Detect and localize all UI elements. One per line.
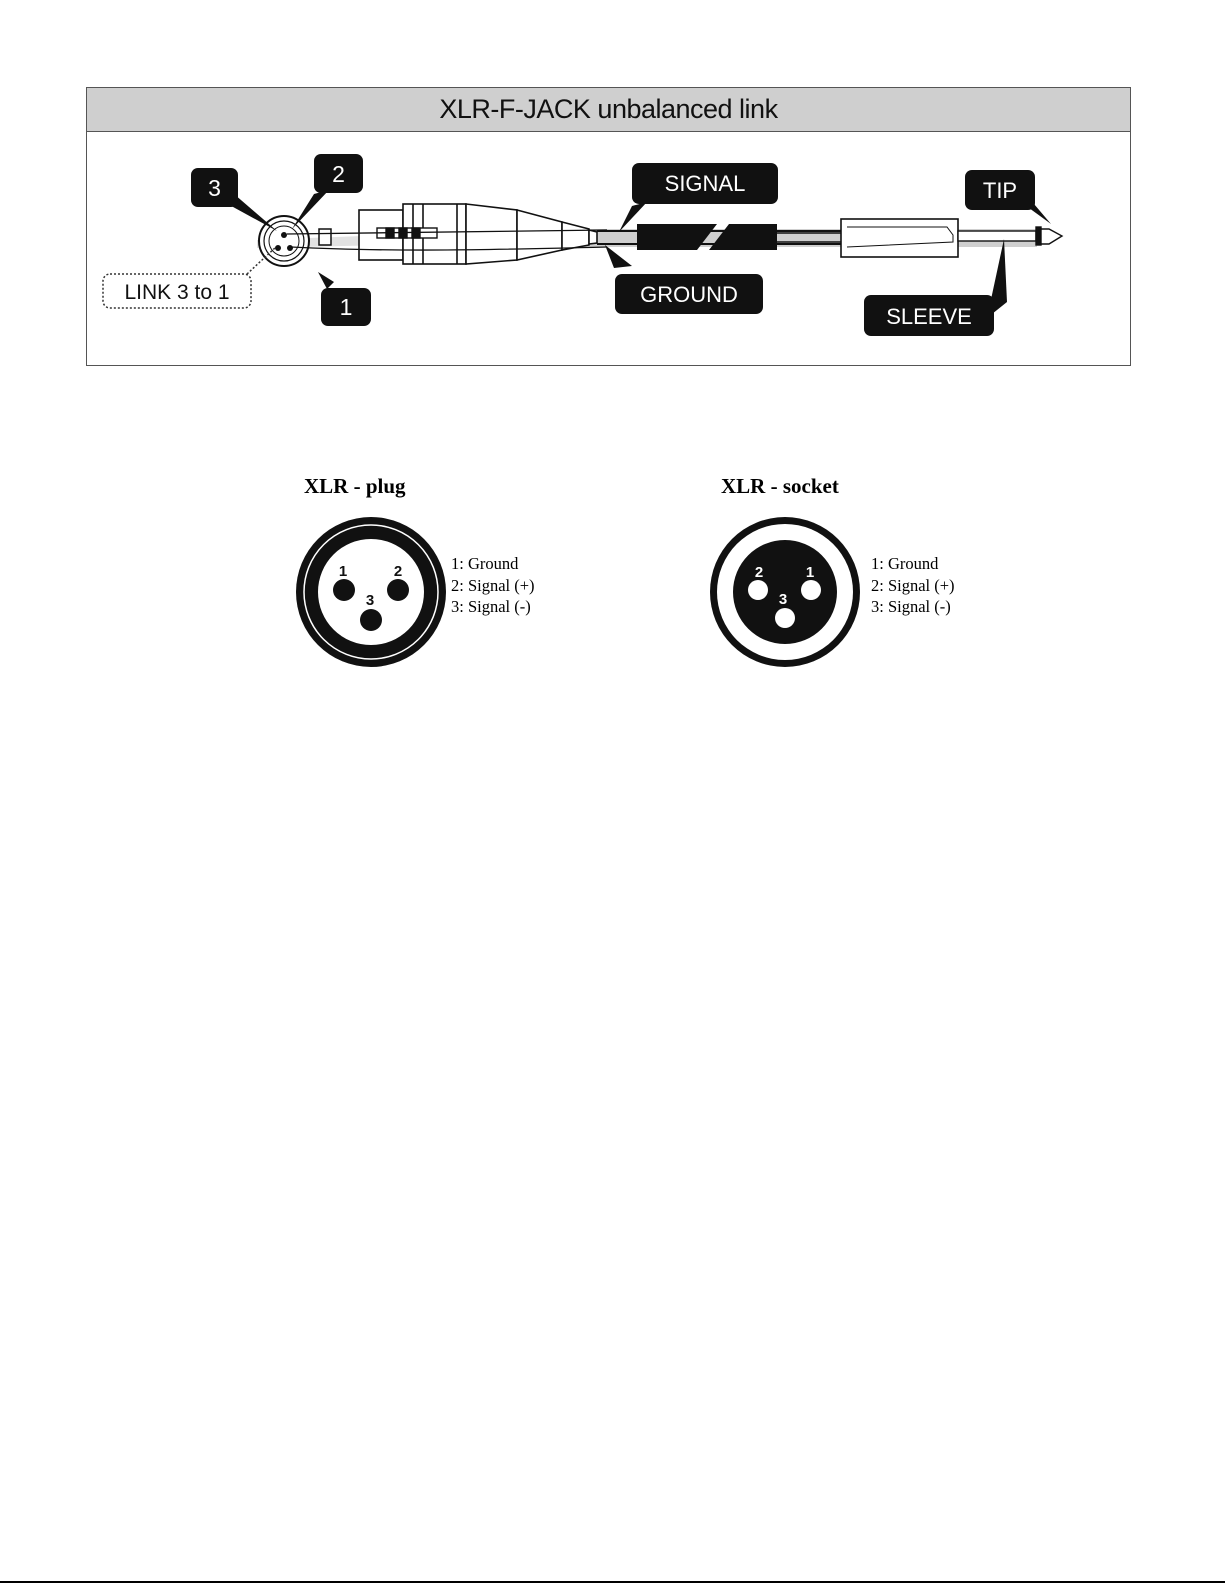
svg-text:SLEEVE: SLEEVE bbox=[886, 304, 972, 329]
plug-legend-item: 2: Signal (+) bbox=[451, 575, 535, 595]
socket-pin-label-2: 2 bbox=[754, 564, 764, 581]
plug-pin-label-2: 2 bbox=[393, 563, 403, 580]
xlr-socket-panel bbox=[710, 474, 990, 674]
diagram-title: XLR-F-JACK unbalanced link bbox=[87, 88, 1130, 132]
svg-text:GROUND: GROUND bbox=[640, 282, 738, 307]
xlr-plug-panel bbox=[296, 474, 576, 674]
callout-link bbox=[103, 274, 251, 308]
xlr-plug-title: XLR - plug bbox=[304, 474, 406, 498]
socket-pin-1 bbox=[801, 580, 821, 600]
svg-text:TIP: TIP bbox=[982, 178, 1018, 203]
socket-legend-item: 3: Signal (-) bbox=[871, 597, 951, 616]
xlr-socket-face bbox=[710, 515, 860, 669]
plug-pin-label-3: 3 bbox=[365, 592, 375, 609]
callout-sleeve bbox=[864, 295, 994, 336]
callout-pin3 bbox=[191, 168, 238, 207]
plug-pin-1 bbox=[333, 579, 355, 601]
xlr-jack-link-diagram bbox=[86, 87, 1131, 366]
socket-legend-item: 1: Ground bbox=[871, 554, 939, 573]
page-bottom-rule bbox=[0, 1581, 1225, 1583]
plug-legend-item: 3: Signal (-) bbox=[451, 597, 531, 616]
xlr-face bbox=[259, 216, 331, 266]
plug-legend-item: 1: Ground bbox=[451, 554, 519, 573]
cable-illustration bbox=[87, 132, 1130, 365]
socket-pin-label-1: 1 bbox=[805, 564, 815, 581]
xlr-plug-face bbox=[296, 515, 446, 669]
plug-pin-2 bbox=[387, 579, 409, 601]
callout-pin2 bbox=[314, 154, 363, 193]
callout-signal bbox=[632, 163, 778, 204]
socket-pin-label-3: 3 bbox=[778, 591, 788, 608]
svg-text:3: 3 bbox=[208, 175, 221, 201]
jack-body bbox=[841, 219, 958, 257]
socket-legend-item: 2: Signal (+) bbox=[871, 575, 955, 595]
svg-text:2: 2 bbox=[332, 161, 345, 187]
socket-pin-2 bbox=[748, 580, 768, 600]
xlr-plug-legend bbox=[451, 553, 535, 618]
socket-pin-3 bbox=[775, 608, 795, 628]
plug-pin-label-1: 1 bbox=[338, 563, 348, 580]
callout-ground bbox=[615, 274, 763, 314]
xlr-socket-legend bbox=[871, 553, 955, 618]
xlr-socket-title: XLR - socket bbox=[721, 474, 839, 498]
svg-text:LINK 3 to 1: LINK 3 to 1 bbox=[124, 281, 230, 304]
svg-text:1: 1 bbox=[339, 294, 353, 320]
callout-tip bbox=[965, 170, 1035, 210]
plug-pin-3 bbox=[360, 609, 382, 631]
svg-text:SIGNAL: SIGNAL bbox=[664, 171, 746, 196]
callout-pin1 bbox=[321, 288, 371, 326]
